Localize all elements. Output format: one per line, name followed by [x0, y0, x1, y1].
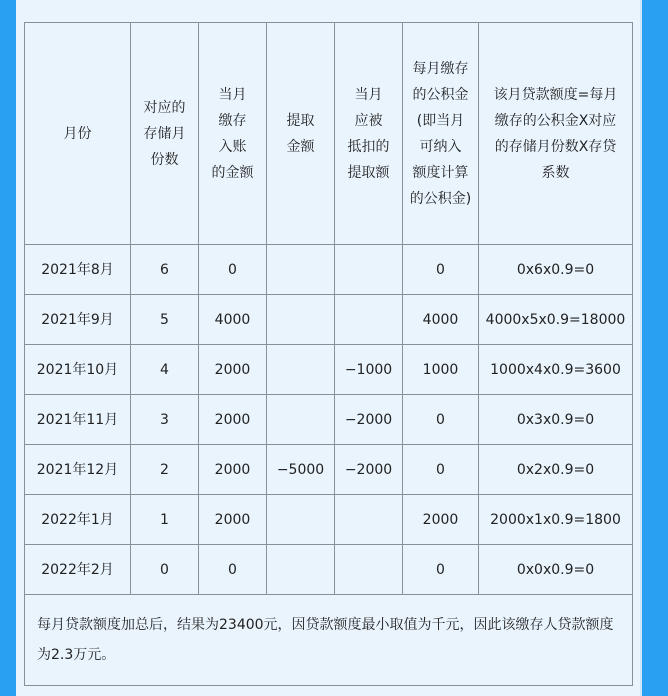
- cell-eligible-fund: 0: [403, 395, 479, 445]
- header-cell: [131, 23, 199, 245]
- header-deduction: 当月 应被 抵扣的 提取额: [347, 86, 390, 181]
- header-cell: [403, 23, 479, 245]
- cell-loan-formula: 2000x1x0.9=1800: [479, 495, 633, 545]
- cell-deposit: 2000: [199, 395, 267, 445]
- right-accent-bar: [640, 0, 668, 696]
- summary-row: [25, 595, 633, 686]
- header-monthly-deposit: 当月 缴存 入账 的金额: [211, 86, 254, 181]
- cell-deposit: 2000: [199, 445, 267, 495]
- cell-eligible-fund: 1000: [403, 345, 479, 395]
- cell-deduction: [335, 295, 403, 345]
- cell-loan-formula: 0x3x0.9=0: [479, 395, 633, 445]
- cell-storage-months: 4: [131, 345, 199, 395]
- cell-withdrawal: [267, 245, 335, 295]
- cell-eligible-fund: 0: [403, 245, 479, 295]
- header-cell: [479, 23, 633, 245]
- loan-calculation-table: [24, 22, 633, 686]
- table-row: [25, 295, 633, 345]
- cell-deposit: 2000: [199, 345, 267, 395]
- table-row: [25, 445, 633, 495]
- cell-loan-formula: 0x0x0.9=0: [479, 545, 633, 595]
- cell-loan-formula: 4000x5x0.9=18000: [479, 295, 633, 345]
- cell-deposit: 2000: [199, 495, 267, 545]
- cell-withdrawal: [267, 545, 335, 595]
- cell-loan-formula: 0x2x0.9=0: [479, 445, 633, 495]
- cell-month: 2021年12月: [25, 445, 131, 495]
- header-row: [25, 23, 633, 245]
- cell-deposit: 4000: [199, 295, 267, 345]
- cell-storage-months: 6: [131, 245, 199, 295]
- cell-deposit: 0: [199, 545, 267, 595]
- cell-withdrawal: −5000: [267, 445, 335, 495]
- header-cell: [25, 23, 131, 245]
- table-row: [25, 395, 633, 445]
- cell-deduction: [335, 545, 403, 595]
- cell-deduction: [335, 245, 403, 295]
- cell-deduction: −2000: [335, 445, 403, 495]
- header-loan-formula: 该月贷款额度=每月 缴存的公积金X对应 的存储月份数X存贷 系数: [493, 86, 618, 181]
- cell-deduction: [335, 495, 403, 545]
- cell-storage-months: 0: [131, 545, 199, 595]
- table-row: [25, 495, 633, 545]
- cell-storage-months: 5: [131, 295, 199, 345]
- cell-loan-formula: 1000x4x0.9=3600: [479, 345, 633, 395]
- cell-eligible-fund: 2000: [403, 495, 479, 545]
- cell-withdrawal: [267, 345, 335, 395]
- cell-storage-months: 2: [131, 445, 199, 495]
- cell-month: 2021年11月: [25, 395, 131, 445]
- cell-month: 2022年1月: [25, 495, 131, 545]
- cell-month: 2022年2月: [25, 545, 131, 595]
- header-cell: [199, 23, 267, 245]
- cell-eligible-fund: 0: [403, 545, 479, 595]
- table-row: [25, 345, 633, 395]
- header-month: 月份: [63, 125, 92, 142]
- cell-deduction: −1000: [335, 345, 403, 395]
- header-cell: [267, 23, 335, 245]
- cell-month: 2021年9月: [25, 295, 131, 345]
- cell-withdrawal: [267, 495, 335, 545]
- table-row: [25, 245, 633, 295]
- left-accent-bar: [0, 0, 16, 696]
- cell-deposit: 0: [199, 245, 267, 295]
- table-row: [25, 545, 633, 595]
- header-eligible-fund: 每月缴存 的公积金 (即当月 可纳入 额度计算 的公积金): [409, 60, 472, 207]
- cell-eligible-fund: 0: [403, 445, 479, 495]
- cell-withdrawal: [267, 395, 335, 445]
- header-withdrawal: 提取 金额: [286, 112, 315, 155]
- cell-month: 2021年10月: [25, 345, 131, 395]
- cell-storage-months: 1: [131, 495, 199, 545]
- header-storage-months: 对应的 存储月 份数: [143, 99, 186, 168]
- summary-note: 每月贷款额度加总后，结果为23400元，因贷款额度最小取值为千元，因此该缴存人贷款额度为2.3万元。: [25, 595, 633, 686]
- header-cell: [335, 23, 403, 245]
- cell-deduction: −2000: [335, 395, 403, 445]
- cell-storage-months: 3: [131, 395, 199, 445]
- cell-loan-formula: 0x6x0.9=0: [479, 245, 633, 295]
- cell-eligible-fund: 4000: [403, 295, 479, 345]
- cell-withdrawal: [267, 295, 335, 345]
- cell-month: 2021年8月: [25, 245, 131, 295]
